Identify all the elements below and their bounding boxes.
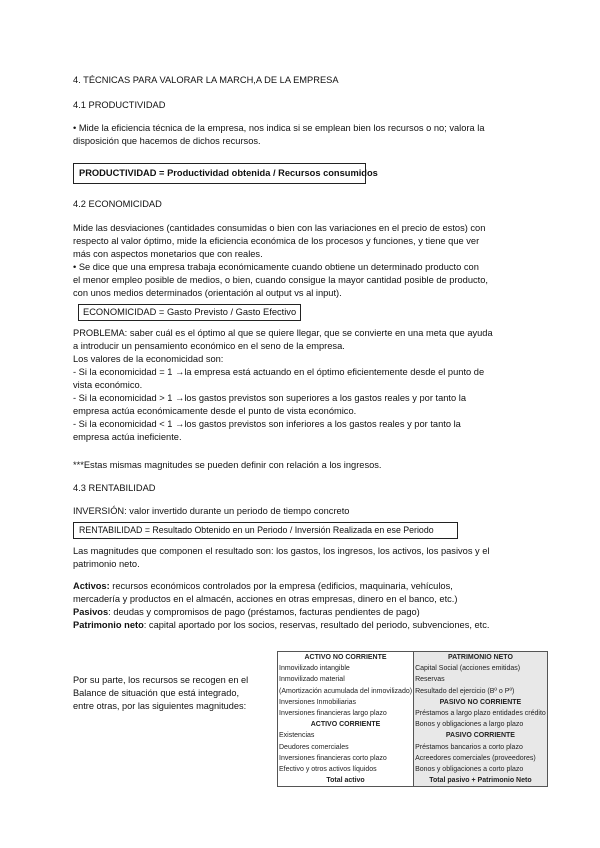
rentabilidad-formula: RENTABILIDAD = Resultado Obtenido en un Periodo / Inversión Realizada en ese Periodo — [73, 522, 458, 539]
text-line: - Si la economicidad = 1 →la empresa está actuando en el óptimo eficientemente desde el punto de — [73, 367, 485, 377]
balance-pasivo-cell: Préstamos bancarios a corto plazo — [414, 742, 548, 753]
text-line: Mide las desviaciones (cantidades consumidas o bien con las variaciones en el precio de estos) con — [73, 223, 486, 233]
text-line — [73, 606, 528, 619]
text-line: - Si la economicidad < 1 →los gastos previstos son inferiores a los gastos reales y por tanto la — [73, 419, 461, 429]
balance-pasivo-cell: Resultado del ejercicio (Bº o Pº) — [414, 686, 548, 697]
balance-row — [278, 697, 548, 708]
text-line — [73, 619, 528, 632]
pasivos-text: : deudas y compromisos de pago (préstamos, facturas pendientes de pago) — [108, 607, 420, 617]
balance-activo-cell: Inversiones financieras largo plazo — [278, 708, 414, 719]
balance-row — [278, 663, 548, 674]
balance-table — [277, 651, 548, 787]
balance-pasivo-cell: PASIVO NO CORRIENTE — [414, 697, 548, 708]
text-line: disposición que hacemos de dichos recursos. — [73, 136, 261, 146]
balance-row — [278, 686, 548, 697]
balance-activo-cell: Total activo — [278, 775, 414, 787]
activos-label: Activos: — [73, 581, 110, 591]
text-line: Los valores de la economicidad son: — [73, 354, 224, 364]
balance-row — [278, 674, 548, 685]
text-line: Por su parte, los recursos se recogen en el — [73, 675, 249, 685]
productividad-text — [73, 122, 528, 148]
text-line: • Se dice que una empresa trabaja económicamente cuando obtiene un determinado producto con — [73, 262, 479, 272]
balance-pasivo-cell: Reservas — [414, 674, 548, 685]
text-line: Balance de situación que está integrado, — [73, 688, 240, 698]
balance-activo-cell: Existencias — [278, 730, 414, 741]
definitions — [73, 580, 528, 632]
text-line: • Mide la eficiencia técnica de la empresa, nos indica si se emplean bien los recursos o no; valora la — [73, 123, 485, 133]
balance-pasivo-cell: Bonos y obligaciones a corto plazo — [414, 764, 548, 775]
note: ***Estas mismas magnitudes se pueden definir con relación a los ingresos. — [73, 460, 382, 470]
balance-row — [278, 652, 548, 664]
problema-text — [73, 327, 528, 444]
productividad-formula: PRODUCTIVIDAD = Productividad obtenida / Recursos consumidos — [73, 163, 366, 184]
balance-activo-cell: ACTIVO NO CORRIENTE — [278, 652, 414, 664]
balance-row — [278, 753, 548, 764]
balance-intro — [73, 674, 271, 713]
balance-row — [278, 764, 548, 775]
text-line: a introducir un pensamiento económico en el seno de la empresa. — [73, 341, 345, 351]
pasivos-label: Pasivos — [73, 607, 109, 617]
text-line: - Si la economicidad > 1 →los gastos previstos son superiores a los gastos reales y por tanto la — [73, 393, 466, 403]
balance-row — [278, 775, 548, 787]
inversion-definition: INVERSIÓN: valor invertido durante un periodo de tiempo concreto — [73, 506, 350, 516]
text-line: el menor empleo posible de medios, o bien, cuando consigue la mayor cantidad posible de producto, — [73, 275, 489, 285]
balance-pasivo-cell: Acreedores comerciales (proveedores) — [414, 753, 548, 764]
text-line: empresa actúa ineficiente. — [73, 432, 182, 442]
balance-pasivo-cell: Capital Social (acciones emitidas) — [414, 663, 548, 674]
balance-row — [278, 719, 548, 730]
text-line: entre otras, por las siguientes magnitudes: — [73, 701, 247, 711]
balance-row — [278, 730, 548, 741]
activos-text: recursos económicos controlados por la empresa (edificios, maquinaria, vehículos, — [109, 581, 453, 591]
heading-productividad: 4.1 PRODUCTIVIDAD — [73, 100, 166, 110]
balance-activo-cell: (Amortización acumulada del inmovilizado) — [278, 686, 414, 697]
balance-activo-cell: Efectivo y otros activos líquidos — [278, 764, 414, 775]
balance-activo-cell: ACTIVO CORRIENTE — [278, 719, 414, 730]
magnitudes-text — [73, 545, 528, 571]
balance-pasivo-cell: Préstamos a largo plazo entidades crédito — [414, 708, 548, 719]
text-line: empresa actúa económicamente desde el punto de vista económico. — [73, 406, 357, 416]
patrimonio-label: Patrimonio neto — [73, 620, 144, 630]
patrimonio-text: : capital aportado por los socios, reservas, resultado del periodo, subvenciones, etc. — [143, 620, 490, 630]
balance-pasivo-cell: Total pasivo + Patrimonio Neto — [414, 775, 548, 787]
text-line: patrimonio neto. — [73, 559, 140, 569]
balance-activo-cell: Inversiones financieras corto plazo — [278, 753, 414, 764]
text-line: con unos medios determinados (orientación al output vs al input). — [73, 288, 342, 298]
text-line — [73, 580, 528, 593]
text-line: Las magnitudes que componen el resultado son: los gastos, los ingresos, los activos, los pasivos y el — [73, 546, 490, 556]
economicidad-text — [73, 222, 528, 300]
text-line: PROBLEMA: saber cuál es el óptimo al que se quiere llegar, que se convierte en una meta que ayuda — [73, 328, 493, 338]
balance-activo-cell: Inmovilizado intangible — [278, 663, 414, 674]
text-line: mercadería y productos en el almacén, acciones en otras empresas, dinero en el banco, etc.) — [73, 594, 458, 604]
balance-row — [278, 708, 548, 719]
section-title: 4. TÉCNICAS PARA VALORAR LA MARCH,A DE LA EMPRESA — [73, 75, 339, 85]
text-line: vista económico. — [73, 380, 143, 390]
balance-pasivo-cell: PASIVO CORRIENTE — [414, 730, 548, 741]
balance-row — [278, 742, 548, 753]
heading-rentabilidad: 4.3 RENTABILIDAD — [73, 483, 156, 493]
balance-activo-cell: Inmovilizado material — [278, 674, 414, 685]
balance-pasivo-cell: PATRIMONIO NETO — [414, 652, 548, 664]
text-line: más con aspectos monetarios que con reales. — [73, 249, 263, 259]
text-line: respecto al valor óptimo, mide la eficiencia económica de los procesos y funciones, y tiene que ver — [73, 236, 480, 246]
heading-economicidad: 4.2 ECONOMICIDAD — [73, 199, 162, 209]
balance-activo-cell: Inversiones Inmobiliarias — [278, 697, 414, 708]
balance-pasivo-cell: Bonos y obligaciones a largo plazo — [414, 719, 548, 730]
balance-activo-cell: Deudores comerciales — [278, 742, 414, 753]
economicidad-formula: ECONOMICIDAD = Gasto Previsto / Gasto Efectivo — [78, 304, 301, 321]
